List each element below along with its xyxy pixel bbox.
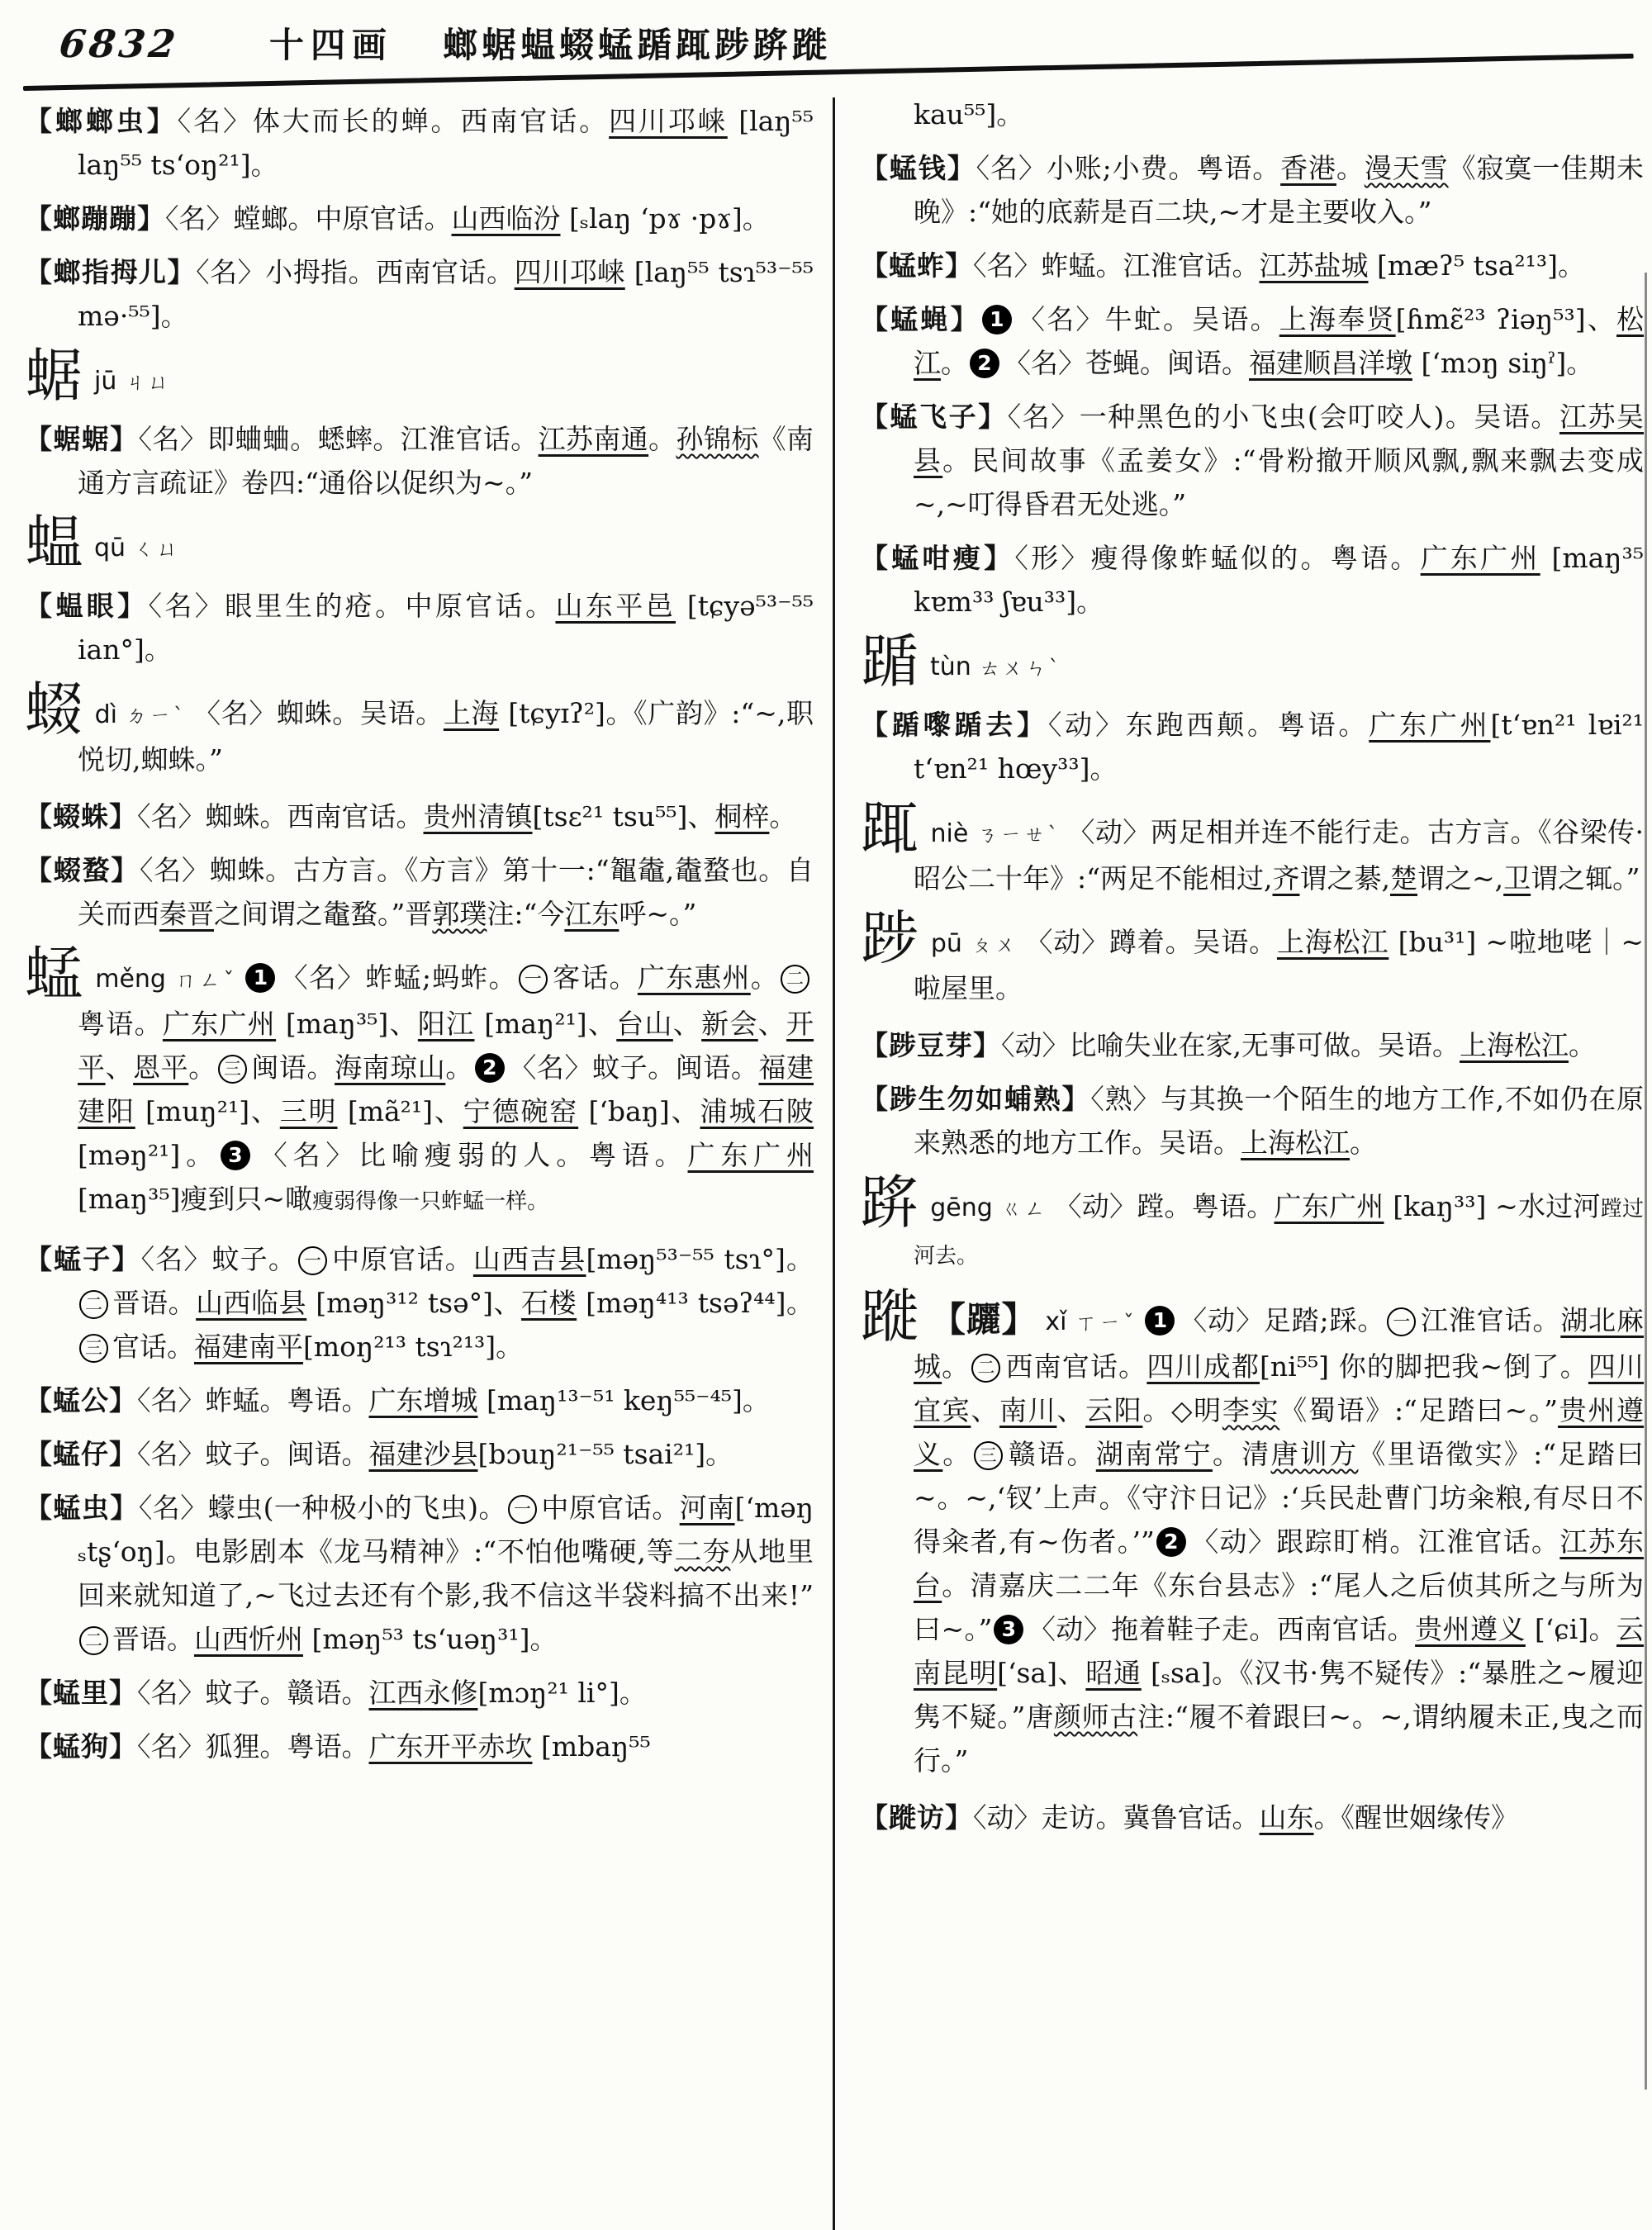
zhuyin-reading: ㄇㄥˇ <box>173 968 238 992</box>
entry-headword: 【螂螂虫】 <box>25 105 178 137</box>
sub-sense-number: 三 <box>218 1055 247 1084</box>
dict-entry: 【蝹眼】〈名〉眼里生的疮。中原官话。山东平邑 [tɕyə⁵³⁻⁵⁵ ian°]。 <box>25 590 814 666</box>
head-character-block <box>861 628 1644 695</box>
entry-headword: 【蜢咁瘦】 <box>861 542 1015 574</box>
sense-number: 1 <box>245 963 275 993</box>
zhuyin-reading: ㄐㄩ <box>125 370 172 394</box>
dict-entry: 【蜢蝇】 1 〈名〉牛虻。吴语。上海奉贤[ɦmɛ̃²³ ʔiəŋ⁵³]、松江。 2 〈名〉苍蝇。闽语。福建顺昌洋墩 [ʻmɔŋ siŋˀ]。 <box>861 303 1645 379</box>
head-character: 蝹 <box>25 509 83 576</box>
head-character-block: 蝃dì ㄉㄧˋ 〈名〉蜘蛛。吴语。上海 [tɕyɪʔ²]。《广韵》:“~,职悦切,蜘蛛。” <box>25 676 814 776</box>
dict-entry: 【螂螂虫】〈名〉体大而长的蝉。西南官话。四川邛崃 [laŋ⁵⁵ laŋ⁵⁵ tsʻoŋ²¹]。 <box>25 105 814 181</box>
sense-number: 1 <box>1145 1306 1175 1336</box>
head-character-block <box>25 342 814 410</box>
zhuyin-reading: ㄑㄩ <box>134 537 181 561</box>
entry-headword: 【蜢里】 <box>25 1677 137 1709</box>
pinyin-reading: jū <box>94 367 117 396</box>
sub-sense-number: 三 <box>974 1441 1003 1470</box>
pinyin-reading: pū <box>930 929 962 958</box>
zhuyin-reading: ㄊㄨㄣˋ <box>979 656 1062 680</box>
entry-headword: 【踄生勿如蜅熟】 <box>861 1083 1091 1115</box>
entry-headword: 【蜢钱】 <box>861 152 976 184</box>
sub-sense-number: 二 <box>79 1626 108 1655</box>
entry-headword: 【蜢狗】 <box>25 1730 137 1763</box>
entry-headword: 【蜛蜛】 <box>25 423 139 455</box>
dict-entry: 【蜢狗】〈名〉狐狸。粤语。广东开平赤坎 [mbaŋ⁵⁵ <box>25 1730 651 1763</box>
dict-entry: 【螂指拇儿】〈名〉小拇指。西南官话。四川邛崃 [laŋ⁵⁵ tsɿ⁵³⁻⁵⁵ mə·⁵⁵]。 <box>25 256 814 332</box>
head-character-block: 蜢měng ㄇㄥˇ 1 〈名〉蚱蜢;蚂蚱。 一 客话。广东惠州。 二粤语。广东广州 [maŋ³⁵]、阳江 [maŋ²¹]、台山、新会、开平、恩平。 三 闽语。海南琼山。 2 〈名〉蚊子。闽语。福建建阳 [muŋ²¹]、三明 [mã²¹]、宁德碗窑 [ʻbaŋ]、浦城石陂 [məŋ²¹]。 3 〈名〉比喻瘦弱的人。粤语。广东广州 [maŋ³⁵]瘦到只~噉瘦弱得像一只蚱蜢一样。 <box>25 940 814 1215</box>
entry-headword: 【蜢蚱】 <box>861 249 973 282</box>
head-character: 蹝 <box>861 1283 919 1350</box>
sense-number: 2 <box>1156 1527 1186 1557</box>
entry-headword: 【踲嚟踲去】 <box>861 709 1048 741</box>
entry-headword: 【蝃蛛】 <box>25 800 137 833</box>
dict-entry: 【蜢蚱】〈名〉蚱蜢。江淮官话。江苏盐城 [mæʔ⁵ tsa²¹³]。 <box>861 249 1586 282</box>
head-character: 䟸 <box>861 1169 919 1236</box>
dict-entry: 【蜢子】〈名〉蚊子。 一 中原官话。山西吉县[məŋ⁵³⁻⁵⁵ tsɿ°]。二 晋语。山西临县 [məŋ³¹² tsə°]、石楼 [məŋ⁴¹³ tsəʔ⁴⁴]。三 官话。福建南平[moŋ²¹³ tsɿ²¹³]。 <box>25 1243 814 1363</box>
page-edge-scan-artifact <box>1645 273 1647 2090</box>
sense-number: 1 <box>982 305 1012 334</box>
dict-entry: 【蹝访】〈动〉走访。冀鲁官话。山东。《醒世姻缘传》 <box>861 1801 1518 1834</box>
head-character: 踄 <box>861 904 919 972</box>
entry-headword: 【踄豆芽】 <box>861 1029 1001 1061</box>
zhuyin-reading: ㄋㄧㄝˋ <box>976 823 1061 847</box>
entry-headword: 【蝃蝥】 <box>25 854 140 886</box>
dict-entry: 【蝃蛛】〈名〉蜘蛛。西南官话。贵州清镇[tsɛ²¹ tsu⁵⁵]、桐梓。 <box>25 800 797 833</box>
entry-headword: 【蜢飞子】 <box>861 401 1008 433</box>
pinyin-reading: dì <box>94 700 118 729</box>
variant-character: 【躧】 <box>930 1299 1037 1340</box>
pinyin-reading: xǐ <box>1045 1307 1067 1336</box>
pinyin-reading: gēng <box>930 1193 993 1222</box>
dict-entry: 【蝃蝥】〈名〉蜘蛛。古方言。《方言》第十一:“鼅鼄,鼄蝥也。自关而西秦晋之间谓之鼄蝥。”晋郭璞注:“今江东呼~。” <box>25 854 814 930</box>
zhuyin-reading: ㄒㄧˇ <box>1075 1311 1137 1335</box>
dict-entry: 【蜢里】〈名〉蚊子。赣语。江西永修[mɔŋ²¹ li°]。 <box>25 1677 647 1709</box>
dict-entry: 【蜢飞子】〈名〉一种黑色的小飞虫(会叮咬人)。吴语。江苏吴县。民间故事《孟姜女》:“骨粉撤开顺风飘,飘来飘去变成~,~叮得昏君无处逃。” <box>861 401 1645 520</box>
entry-headword: 【蜢公】 <box>25 1384 137 1416</box>
zhuyin-reading: ㄉㄧˋ <box>126 704 188 728</box>
dict-entry: 【蜢虫】〈名〉蠓虫(一种极小的飞虫)。 一 中原官话。河南[ʻməŋ ₛtʂʻoŋ]。电影剧本《龙马精神》:“不怕他嘴硬,等二夯从地里回来就知道了,~飞过去还有个影,我不信这半袋料搞不出来!”二 晋语。山西忻州 [məŋ⁵³ tsʻuəŋ³¹]。 <box>25 1492 814 1655</box>
sense-number: 3 <box>994 1615 1023 1644</box>
dict-entry: 【蜛蜛】〈名〉即蛐蛐。蟋蟀。江淮官话。江苏南通。孙锦标《南通方言疏证》卷四:“通俗以促织为~。” <box>25 423 814 499</box>
sense-number: 2 <box>475 1053 505 1083</box>
dict-entry: 【踲嚟踲去】〈动〉东跑西颠。粤语。广东广州[tʻɐn²¹ lɐi²¹ tʻɐn²¹ hœy³³]。 <box>861 709 1645 785</box>
dict-entry: 【蜢公】〈名〉蚱蜢。粤语。广东增城 [maŋ¹³⁻⁵¹ keŋ⁵⁵⁻⁴⁵]。 <box>25 1384 770 1416</box>
dict-entry: 【螂蹦蹦】〈名〉螳螂。中原官话。山西临汾 [ₛlaŋ ʻpɤ ·pɤ]。 <box>25 202 770 235</box>
column-divider-rule <box>833 97 835 2230</box>
pinyin-reading: qū <box>94 534 126 562</box>
entry-headword: 【蝹眼】 <box>25 590 149 622</box>
sense-number: 3 <box>221 1141 250 1170</box>
dict-entry: 【蜢仔】〈名〉蚊子。闽语。福建沙县[bɔuŋ²¹⁻⁵⁵ tsai²¹]。 <box>25 1438 733 1470</box>
entry-headword: 【蜢虫】 <box>25 1492 139 1524</box>
sub-sense-number: 二 <box>79 1290 108 1319</box>
continuation-line: kau⁵⁵]。 <box>914 98 1024 130</box>
sub-sense-number: 二 <box>971 1354 1000 1383</box>
example-gloss: 瘦弱得像一只蚱蜢一样。 <box>312 1189 549 1214</box>
entry-headword: 【蜢仔】 <box>25 1438 137 1470</box>
pinyin-reading: tùn <box>930 652 971 681</box>
page-number: 6832 <box>57 21 181 66</box>
head-character: 踂 <box>861 795 919 862</box>
running-head <box>59 18 1619 76</box>
head-character-block: 踂niè ㄋㄧㄝˋ 〈动〉两足相并连不能行走。古方言。《谷梁传·昭公二十年》:“两足不能相过,齐谓之綦,楚谓之~,卫谓之辄。” <box>861 795 1644 894</box>
sub-sense-number: 一 <box>508 1495 537 1524</box>
sub-sense-number: 一 <box>519 965 548 994</box>
entry-headword: 【蜢子】 <box>25 1243 141 1275</box>
stroke-count-section: 十四画 <box>269 25 394 65</box>
right-column <box>861 93 1644 1849</box>
dict-entry: 【踄豆芽】〈动〉比喻失业在家,无事可做。吴语。上海松江。 <box>861 1029 1596 1061</box>
entry-headword: 【蹝访】 <box>861 1801 973 1834</box>
head-character: 蝃 <box>25 676 83 743</box>
head-character-block: 踄pū ㄆㄨ 〈动〉蹲着。吴语。上海松江 [bu³¹] ~啦地咾｜~啦屋里。 <box>861 904 1645 1004</box>
sub-sense-number: 一 <box>298 1246 327 1275</box>
sub-sense-number: 一 <box>1387 1307 1416 1336</box>
head-character-block: 䟸gēng ㄍㄥ 〈动〉蹚。粤语。广东广州 [kaŋ³³] ~水过河蹚过河去。 <box>861 1169 1644 1269</box>
zhuyin-reading: ㄆㄨ <box>970 932 1019 956</box>
pinyin-reading: niè <box>930 819 969 848</box>
section-headword-characters: 螂蜛蝹蝃蜢踲踂踄䟸蹝 <box>443 25 832 65</box>
entry-headword: 【螂指拇儿】 <box>25 256 197 288</box>
sense-number: 2 <box>970 349 999 378</box>
head-character-block <box>25 509 814 576</box>
dict-entry: 【蜢钱】〈名〉小账;小费。粤语。香港。漫天雪《寂寞一佳期未晚》:“她的底薪是百二块,~才是主要收入。” <box>861 152 1644 228</box>
head-character: 蜢 <box>25 940 84 1008</box>
head-character-block: 蹝 【躧】 xǐ ㄒㄧˇ 1 〈动〉足踏;踩。 一 江淮官话。湖北麻城。 二 西南官话。四川成都[ni⁵⁵] 你的脚把我~倒了。四川宜宾、南川、云阳。◇明李实《蜀语》:“足踏曰~。”贵州遵义。 三 赣语。湖南常宁。清唐训方《里语徵实》:“足踏曰~。~,‘钗’上声。《守汴日记》:‘兵民赴曹门坊籴粮,有尽日不得籴者,有~伤者。’” 2 〈动〉跟踪盯梢。江淮官话。江苏东台。清嘉庆二二年《东台县志》:“尾人之后侦其所之与所为曰~。” 3 〈动〉拖着鞋子走。西南官话。贵州遵义 [ʻɕi]。云南昆明[ʻsa]、昭通 [ₛsa]。《汉书·隽不疑传》:“暴胜之~履迎隽不疑。”唐颜师古注:“履不着跟曰~。~,谓纳履未正,曳之而行。” <box>861 1283 1645 1777</box>
head-character: 蜛 <box>25 342 83 410</box>
sub-sense-number: 二 <box>781 965 809 994</box>
example-gloss: 蹚过河去。 <box>914 1197 1644 1269</box>
dict-entry: 【蜢咁瘦】〈形〉瘦得像蚱蜢似的。粤语。广东广州 [maŋ³⁵ kɐm³³ ʃɐu³³]。 <box>861 542 1645 618</box>
pinyin-reading: měng <box>95 965 166 994</box>
zhuyin-reading: ㄍㄥ <box>1000 1197 1048 1221</box>
sub-sense-number: 三 <box>79 1334 108 1363</box>
entry-headword: 【蜢蝇】 <box>861 303 980 335</box>
left-column <box>25 99 814 1778</box>
entry-headword: 【螂蹦蹦】 <box>25 202 165 235</box>
head-character: 踲 <box>861 628 919 695</box>
dict-entry: 【踄生勿如蜅熟】〈熟〉与其换一个陌生的地方工作,不如仍在原来熟悉的地方工作。吴语。上海松江。 <box>861 1083 1645 1159</box>
